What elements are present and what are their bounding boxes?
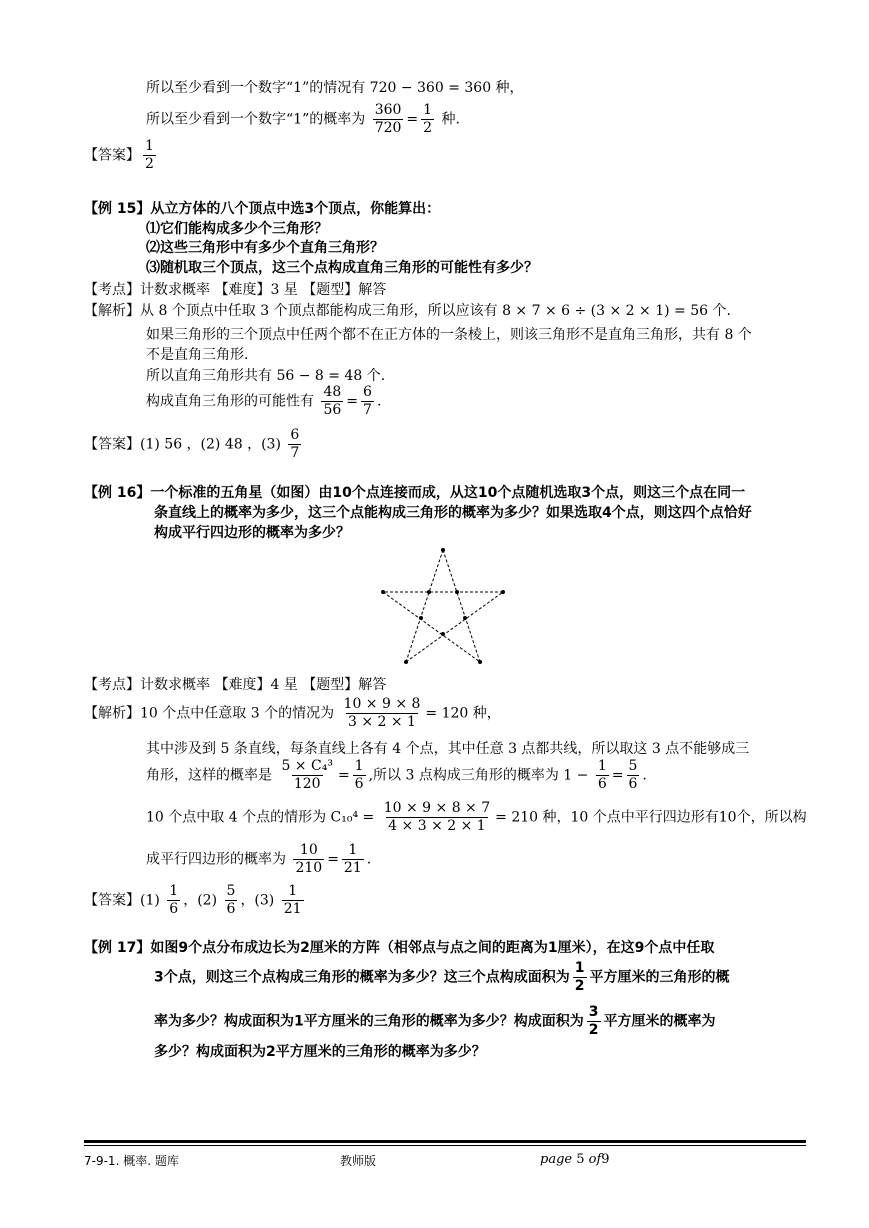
ex15-q3: ⑶随机取三个顶点，这三个点构成直角三角形的可能性有多少？ bbox=[146, 260, 538, 276]
ex15-q2: ⑵这些三角形中有多少个直角三角形？ bbox=[146, 240, 384, 256]
ex15-question: 【例 15】从立方体的八个顶点中选3个顶点，你能算出： bbox=[84, 201, 441, 217]
footer-rule-thick bbox=[84, 1140, 806, 1143]
ex17-question-line4: 多少？构成面积为2平方厘米的三角形的概率为多少？ bbox=[154, 1044, 486, 1060]
ex15-answer: 【答案】(1) 56 ，(2) 48 ，(3) $\frac{6}{7}$ bbox=[84, 427, 300, 461]
ex15-sol1: 【解析】从 8 个顶点中任取 3 个顶点都能构成三角形，所以应该有 8 × 7 × 6 ÷ (3 × 2 × 1) = 56 个. bbox=[84, 303, 731, 319]
star-point bbox=[478, 660, 482, 664]
ex15-sol2: 如果三角形的三个顶点中任两个都不在正方体的一条棱上，则该三角形不是直角三角形，共有 8 个 bbox=[146, 327, 752, 343]
ex15-q1: ⑴它们能构成多少个三角形？ bbox=[146, 221, 328, 237]
footer-page: page 5 of9 bbox=[540, 1152, 610, 1167]
star-point bbox=[381, 590, 385, 594]
ex16-sol2: 其中涉及到 5 条直线，每条直线上各有 4 个点，其中任意 3 点都共线，所以取这 3 点不能够成三 bbox=[146, 741, 750, 757]
star-figure bbox=[376, 544, 510, 668]
ex15-sol4: 所以直角三角形共有 56 − 8 = 48 个. bbox=[146, 368, 386, 384]
star-point bbox=[441, 632, 445, 636]
star-point bbox=[419, 616, 423, 620]
ex17-question-line2: 3个点，则这三个点构成三角形的概率为多少？这三个点构成面积为 $\frac{1}{2}$ 平方厘米的三角形的概 bbox=[154, 960, 730, 994]
star-point bbox=[455, 590, 459, 594]
footer-rule-thin bbox=[84, 1145, 806, 1146]
star-point bbox=[441, 548, 445, 552]
star-point bbox=[463, 616, 467, 620]
top-line2: 所以至少看到一个数字“1”的概率为 $\frac{360}{720}$ = $\frac{1}{2}$ 种. bbox=[146, 102, 460, 136]
ex15-meta: 【考点】计数求概率 【难度】3 星 【题型】解答 bbox=[84, 282, 387, 298]
footer-left: 7-9-1. 概率. 题库 bbox=[84, 1154, 179, 1168]
ex16-sol4: 10 个点中取 4 个点的情形为 C₁₀⁴ = $\frac{10 \times 9 \times 8 \times 7}{4 \times 3 \times 2 \times 1}$ = 210 种，10 个点中平行四边形有10个，所以构 bbox=[146, 800, 807, 834]
ex16-answer: 【答案】(1) $\frac{1}{6}$ ，(2) $\frac{5}{6}$ ，(3) $\frac{1}{21}$ bbox=[84, 883, 302, 917]
star-point bbox=[501, 590, 505, 594]
ex16-sol5: 成平行四边形的概率为 $\frac{10}{210}$ = $\frac{1}{21}$ . bbox=[146, 842, 372, 876]
ex16-question-line2: 条直线上的概率为多少，这三个点能构成三角形的概率为多少？如果选取4个点，则这四个点恰好 bbox=[154, 505, 752, 521]
top-answer: 【答案】 $\frac{1}{2}$ bbox=[84, 138, 154, 172]
ex15-sol5: 构成直角三角形的可能性有 $\frac{48}{56}$ = $\frac{6}{7}$ . bbox=[146, 384, 382, 418]
footer-center: 教师版 bbox=[340, 1154, 377, 1168]
ex16-question-line3: 构成平行四边形的概率为多少？ bbox=[154, 525, 350, 541]
ex17-question-line3: 率为多少？构成面积为1平方厘米的三角形的概率为多少？构成面积为 $\frac{3}{2}$ 平方厘米的概率为 bbox=[154, 1004, 716, 1038]
star-point bbox=[404, 660, 408, 664]
ex16-meta: 【考点】计数求概率 【难度】4 星 【题型】解答 bbox=[84, 677, 387, 693]
top-line1: 所以至少看到一个数字“1”的情况有 720 − 360 = 360 种， bbox=[146, 80, 524, 96]
ex16-question-line1: 【例 16】一个标准的五角星（如图）由10个点连接而成，从这10个点随机选取3个点，则这三个点在同一 bbox=[84, 485, 746, 501]
ex16-sol1: 【解析】10 个点中任意取 3 个的情况为 $\frac{10 \times 9 \times 8}{3 \times 2 \times 1}$ = 120 种， bbox=[84, 696, 501, 730]
star-point bbox=[427, 590, 431, 594]
ex15-sol3: 不是直角三角形. bbox=[146, 347, 249, 363]
ex16-sol3: 角形，这样的概率是 $\frac{\text{5 × C₄³}}{120}$ = $\frac{1}{6}$ ,所以 3 点构成三角形的概率为 1 − $\frac{1}{6}$ = $\frac{5}{6}$ . bbox=[146, 758, 647, 792]
ex17-question-line1: 【例 17】如图9个点分布成边长为2厘米的方阵（相邻点与点之间的距离为1厘米），在这9个点中任取 bbox=[84, 940, 715, 956]
